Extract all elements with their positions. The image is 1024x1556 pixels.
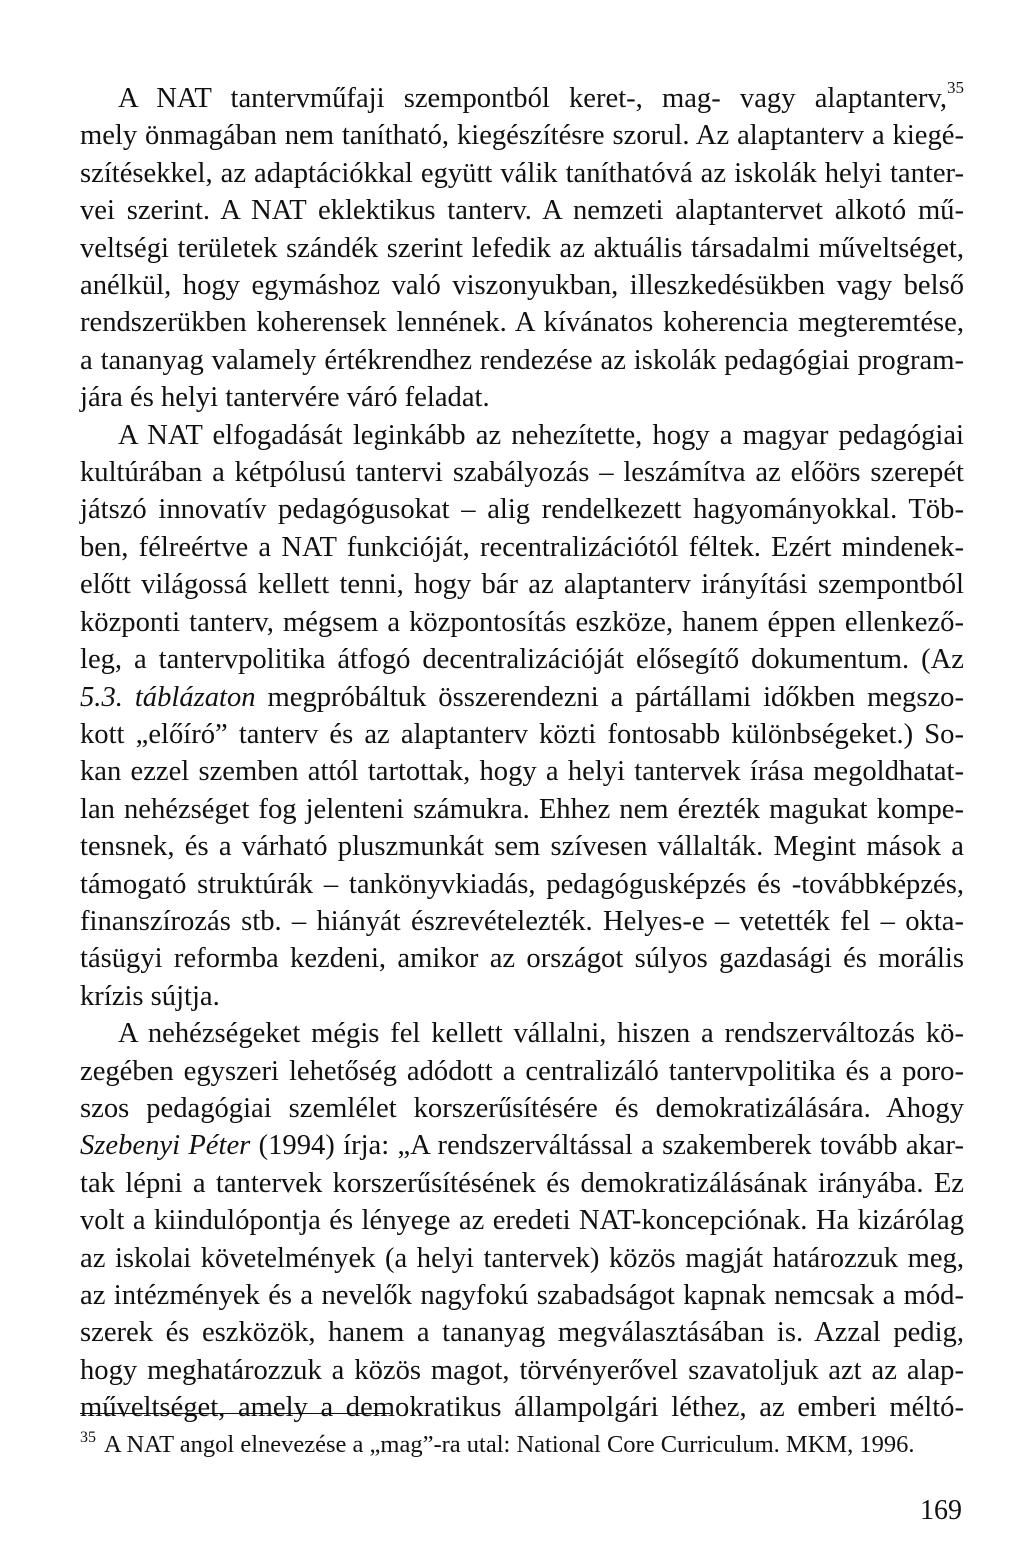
text-line: volt a kiindulópontja és lényege az eredeti NAT-koncepciónak. Ha kizárólag <box>80 1205 964 1237</box>
text-line: hogy meghatározzuk a közös magot, törvényerővel szavatoljuk azt az alap- <box>80 1354 964 1386</box>
text-line: ben, félreértve a NAT funkcióját, recentralizációtól féltek. Ezért mindenek- <box>80 531 964 563</box>
paragraph-3 <box>80 1015 964 1426</box>
text-line: veltségi területek szándék szerint lefedik az aktuális társadalmi műveltséget, <box>80 232 964 264</box>
text-line: kultúrában a kétpólusú tantervi szabályozás – leszámítva az előörs szerepét <box>80 457 964 489</box>
text-line: játszó innovatív pedagógusokat – alig rendelkezett hagyományokkal. Töb- <box>80 494 964 526</box>
footnote <box>80 1430 964 1460</box>
text-line: anélkül, hogy egymáshoz való viszonyukban, illeszkedésükben vagy belső <box>80 270 964 302</box>
text-line <box>80 679 964 716</box>
text-line: leg, a tantervpolitika átfogó decentralizációját elősegítő dokumentum. (Az <box>80 644 964 676</box>
text-line: szos pedagógiai szemlélet korszerűsítésére és demokratizálására. Ahogy <box>80 1092 964 1124</box>
text-line: központi tanterv, mégsem a központosítás eszköze, hanem éppen ellenkező- <box>80 606 964 638</box>
text-line: kan ezzel szemben attól tartottak, hogy a helyi tantervek írása megoldhatat- <box>80 756 964 788</box>
text-line <box>80 80 964 117</box>
text-span: A NAT tantervműfaji szempontból keret-, mag- vagy alaptanterv, <box>118 83 947 114</box>
text-span: (1994) írja: „A rendszerváltással a szakemberek tovább akar- <box>250 1130 965 1162</box>
text-line: kott „előíró” tanterv és az alaptanterv közti fontosabb különbségeket.) So- <box>80 718 964 750</box>
text-line: tensnek, és a várható pluszmunkát sem szívesen vállalták. Megint mások a <box>80 831 964 863</box>
page-number: 169 <box>920 1495 962 1526</box>
text-line: tak lépni a tantervek korszerűsítésének és demokratizálásának irányába. Ez <box>80 1167 964 1199</box>
cited-author: Szebenyi Péter <box>80 1130 251 1162</box>
body-text <box>80 80 964 1427</box>
text-line: az iskolai követelmények (a helyi tantervek) közös magját határozzuk meg, <box>80 1242 964 1274</box>
text-line: zegében egyszeri lehetőség adódott a centralizáló tantervpolitika és a poro- <box>80 1055 964 1087</box>
text-span: megpróbáltuk összerendezni a pártállami időkben megszo- <box>255 681 964 713</box>
text-line: előtt világossá kellett tenni, hogy bár az alaptanterv irányítási szempontból <box>80 569 964 601</box>
table-reference: 5.3. táblázaton <box>80 681 256 713</box>
text-line: rendszerükben koherensek lennének. A kívánatos koherencia megteremtése, <box>80 307 964 339</box>
text-line: szerek és eszközök, hanem a tananyag megválasztásában is. Azzal pedig, <box>80 1317 964 1349</box>
text-line: mely önmagában nem tanítható, kiegészítésre szorul. Az alaptanterv a kiegé- <box>80 120 964 152</box>
footnote-divider <box>80 1413 390 1414</box>
footnote-number: 35 <box>80 1429 96 1446</box>
paragraph-1 <box>80 80 964 417</box>
footnote-text: A NAT angol elnevezése a „mag”-ra utal: National Core Curriculum. MKM, 1996. <box>104 1431 915 1458</box>
text-line: az intézmények és a nevelők nagyfokú szabadságot kapnak nemcsak a mód- <box>80 1280 964 1311</box>
text-line: vei szerint. A NAT eklektikus tanterv. A nemzeti alaptantervet alkotó mű- <box>80 195 964 227</box>
text-line: műveltséget, amely a demokratikus állampolgári léthez, az emberi méltó- <box>80 1392 964 1424</box>
footnote-reference: 35 <box>947 78 964 97</box>
text-line: finanszírozás stb. – hiányát észrevételezték. Helyes-e – vetették fel – okta- <box>80 905 964 937</box>
text-line: tásügyi reformba kezdeni, amikor az országot súlyos gazdasági és morális <box>80 943 964 975</box>
text-line: támogató struktúrák – tankönyvkiadás, pedagógusképzés és -továbbképzés, <box>80 868 964 900</box>
text-line: szítésekkel, az adaptációkkal együtt válik taníthatóvá az iskolák helyi tanter- <box>80 157 964 189</box>
text-line: A NAT elfogadását leginkább az nehezítette, hogy a magyar pedagógiai <box>118 419 964 451</box>
text-line: jára és helyi tantervére váró feladat. <box>80 382 490 414</box>
text-line: krízis sújtja. <box>80 980 220 1012</box>
text-line: a tananyag valamely értékrendhez rendezése az iskolák pedagógiai program- <box>80 344 964 376</box>
text-line: lan nehézséget fog jelenteni számukra. Ehhez nem érezték magukat kompe- <box>80 793 964 825</box>
text-line <box>80 1127 964 1164</box>
text-line: A nehézségeket mégis fel kellett vállalni, hiszen a rendszerváltozás kö- <box>118 1018 964 1050</box>
paragraph-2 <box>80 417 964 1016</box>
